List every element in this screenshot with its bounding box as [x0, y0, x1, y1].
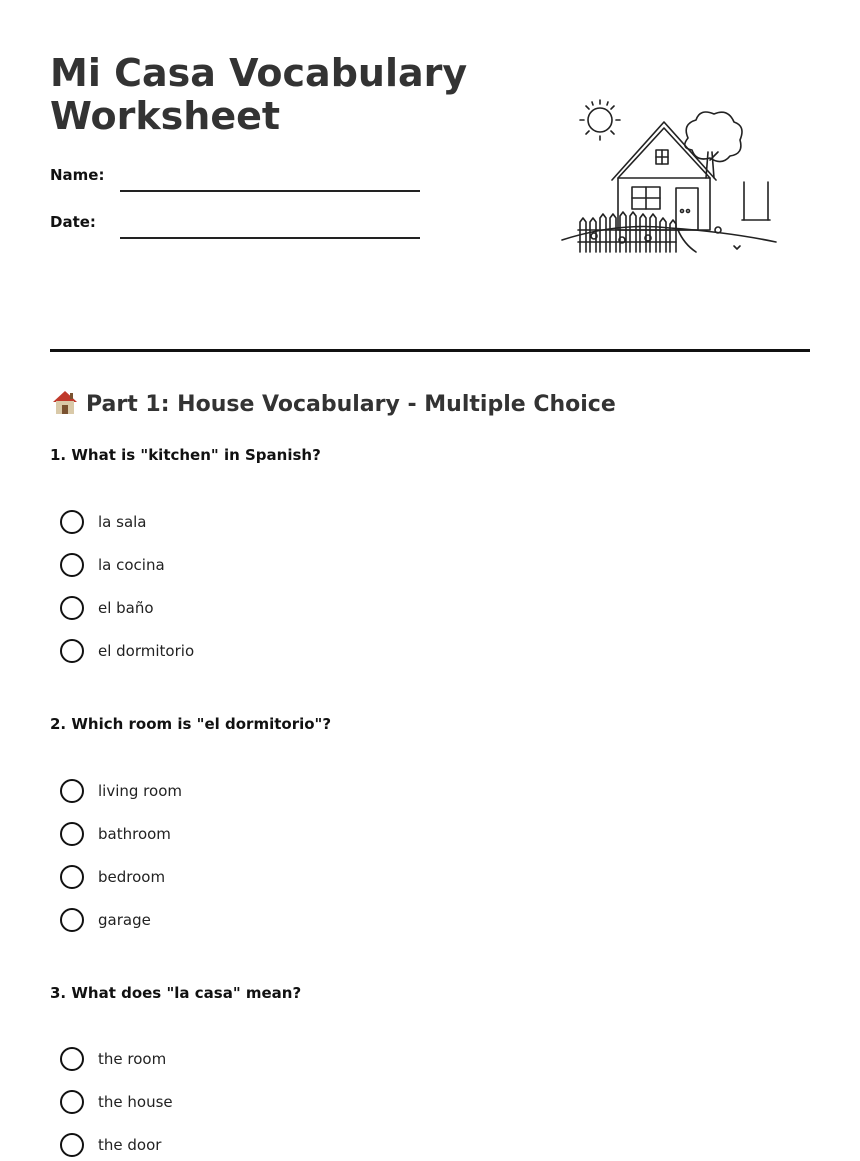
option-label: the room	[98, 1050, 167, 1068]
radio-button[interactable]	[60, 779, 84, 803]
house-icon	[612, 122, 716, 230]
radio-button[interactable]	[60, 1090, 84, 1114]
option-label: the door	[98, 1136, 162, 1154]
option-label: the house	[98, 1093, 173, 1111]
radio-button[interactable]	[60, 822, 84, 846]
sun-icon	[580, 100, 620, 140]
q3-option-2[interactable]	[60, 1089, 173, 1115]
q2-option-2[interactable]	[60, 821, 171, 847]
option-label: la cocina	[98, 556, 165, 574]
question-2: 2. Which room is "el dormitorio"?	[50, 715, 332, 733]
radio-button[interactable]	[60, 865, 84, 889]
option-label: el dormitorio	[98, 642, 195, 660]
q2-option-1[interactable]	[60, 778, 182, 804]
option-label: bedroom	[98, 868, 166, 886]
option-label: living room	[98, 782, 182, 800]
section-divider	[50, 349, 810, 352]
swing-icon	[742, 182, 770, 220]
date-field[interactable]	[50, 213, 430, 239]
q1-option-2[interactable]	[60, 552, 165, 578]
option-label: la sala	[98, 513, 147, 531]
option-label: bathroom	[98, 825, 171, 843]
house-illustration	[558, 94, 782, 258]
q1-option-4[interactable]	[60, 638, 194, 664]
option-label: garage	[98, 911, 151, 929]
tree-icon	[685, 112, 742, 178]
name-line[interactable]	[120, 190, 420, 192]
part1-title-text: Part 1: House Vocabulary - Multiple Choice	[86, 392, 616, 417]
house-emoji-icon	[50, 388, 80, 416]
option-label: el baño	[98, 599, 154, 617]
radio-button[interactable]	[60, 908, 84, 932]
question-3: 3. What does "la casa" mean?	[50, 984, 302, 1002]
q3-option-3[interactable]	[60, 1132, 161, 1158]
radio-button[interactable]	[60, 553, 84, 577]
radio-button[interactable]	[60, 1047, 84, 1071]
radio-button[interactable]	[60, 510, 84, 534]
date-label: Date:	[50, 213, 96, 231]
q1-option-3[interactable]	[60, 595, 154, 621]
radio-button[interactable]	[60, 639, 84, 663]
part1-title	[50, 388, 616, 417]
q1-option-1[interactable]	[60, 509, 147, 535]
q3-option-1[interactable]	[60, 1046, 166, 1072]
q2-option-3[interactable]	[60, 864, 165, 890]
date-line[interactable]	[120, 237, 420, 239]
question-1: 1. What is "kitchen" in Spanish?	[50, 446, 321, 464]
name-label: Name:	[50, 166, 105, 184]
q2-option-4[interactable]	[60, 907, 151, 933]
fence-icon	[578, 212, 721, 252]
worksheet-title: Mi Casa Vocabulary Worksheet	[50, 51, 468, 138]
radio-button[interactable]	[60, 596, 84, 620]
name-field[interactable]	[50, 166, 430, 192]
radio-button[interactable]	[60, 1133, 84, 1157]
